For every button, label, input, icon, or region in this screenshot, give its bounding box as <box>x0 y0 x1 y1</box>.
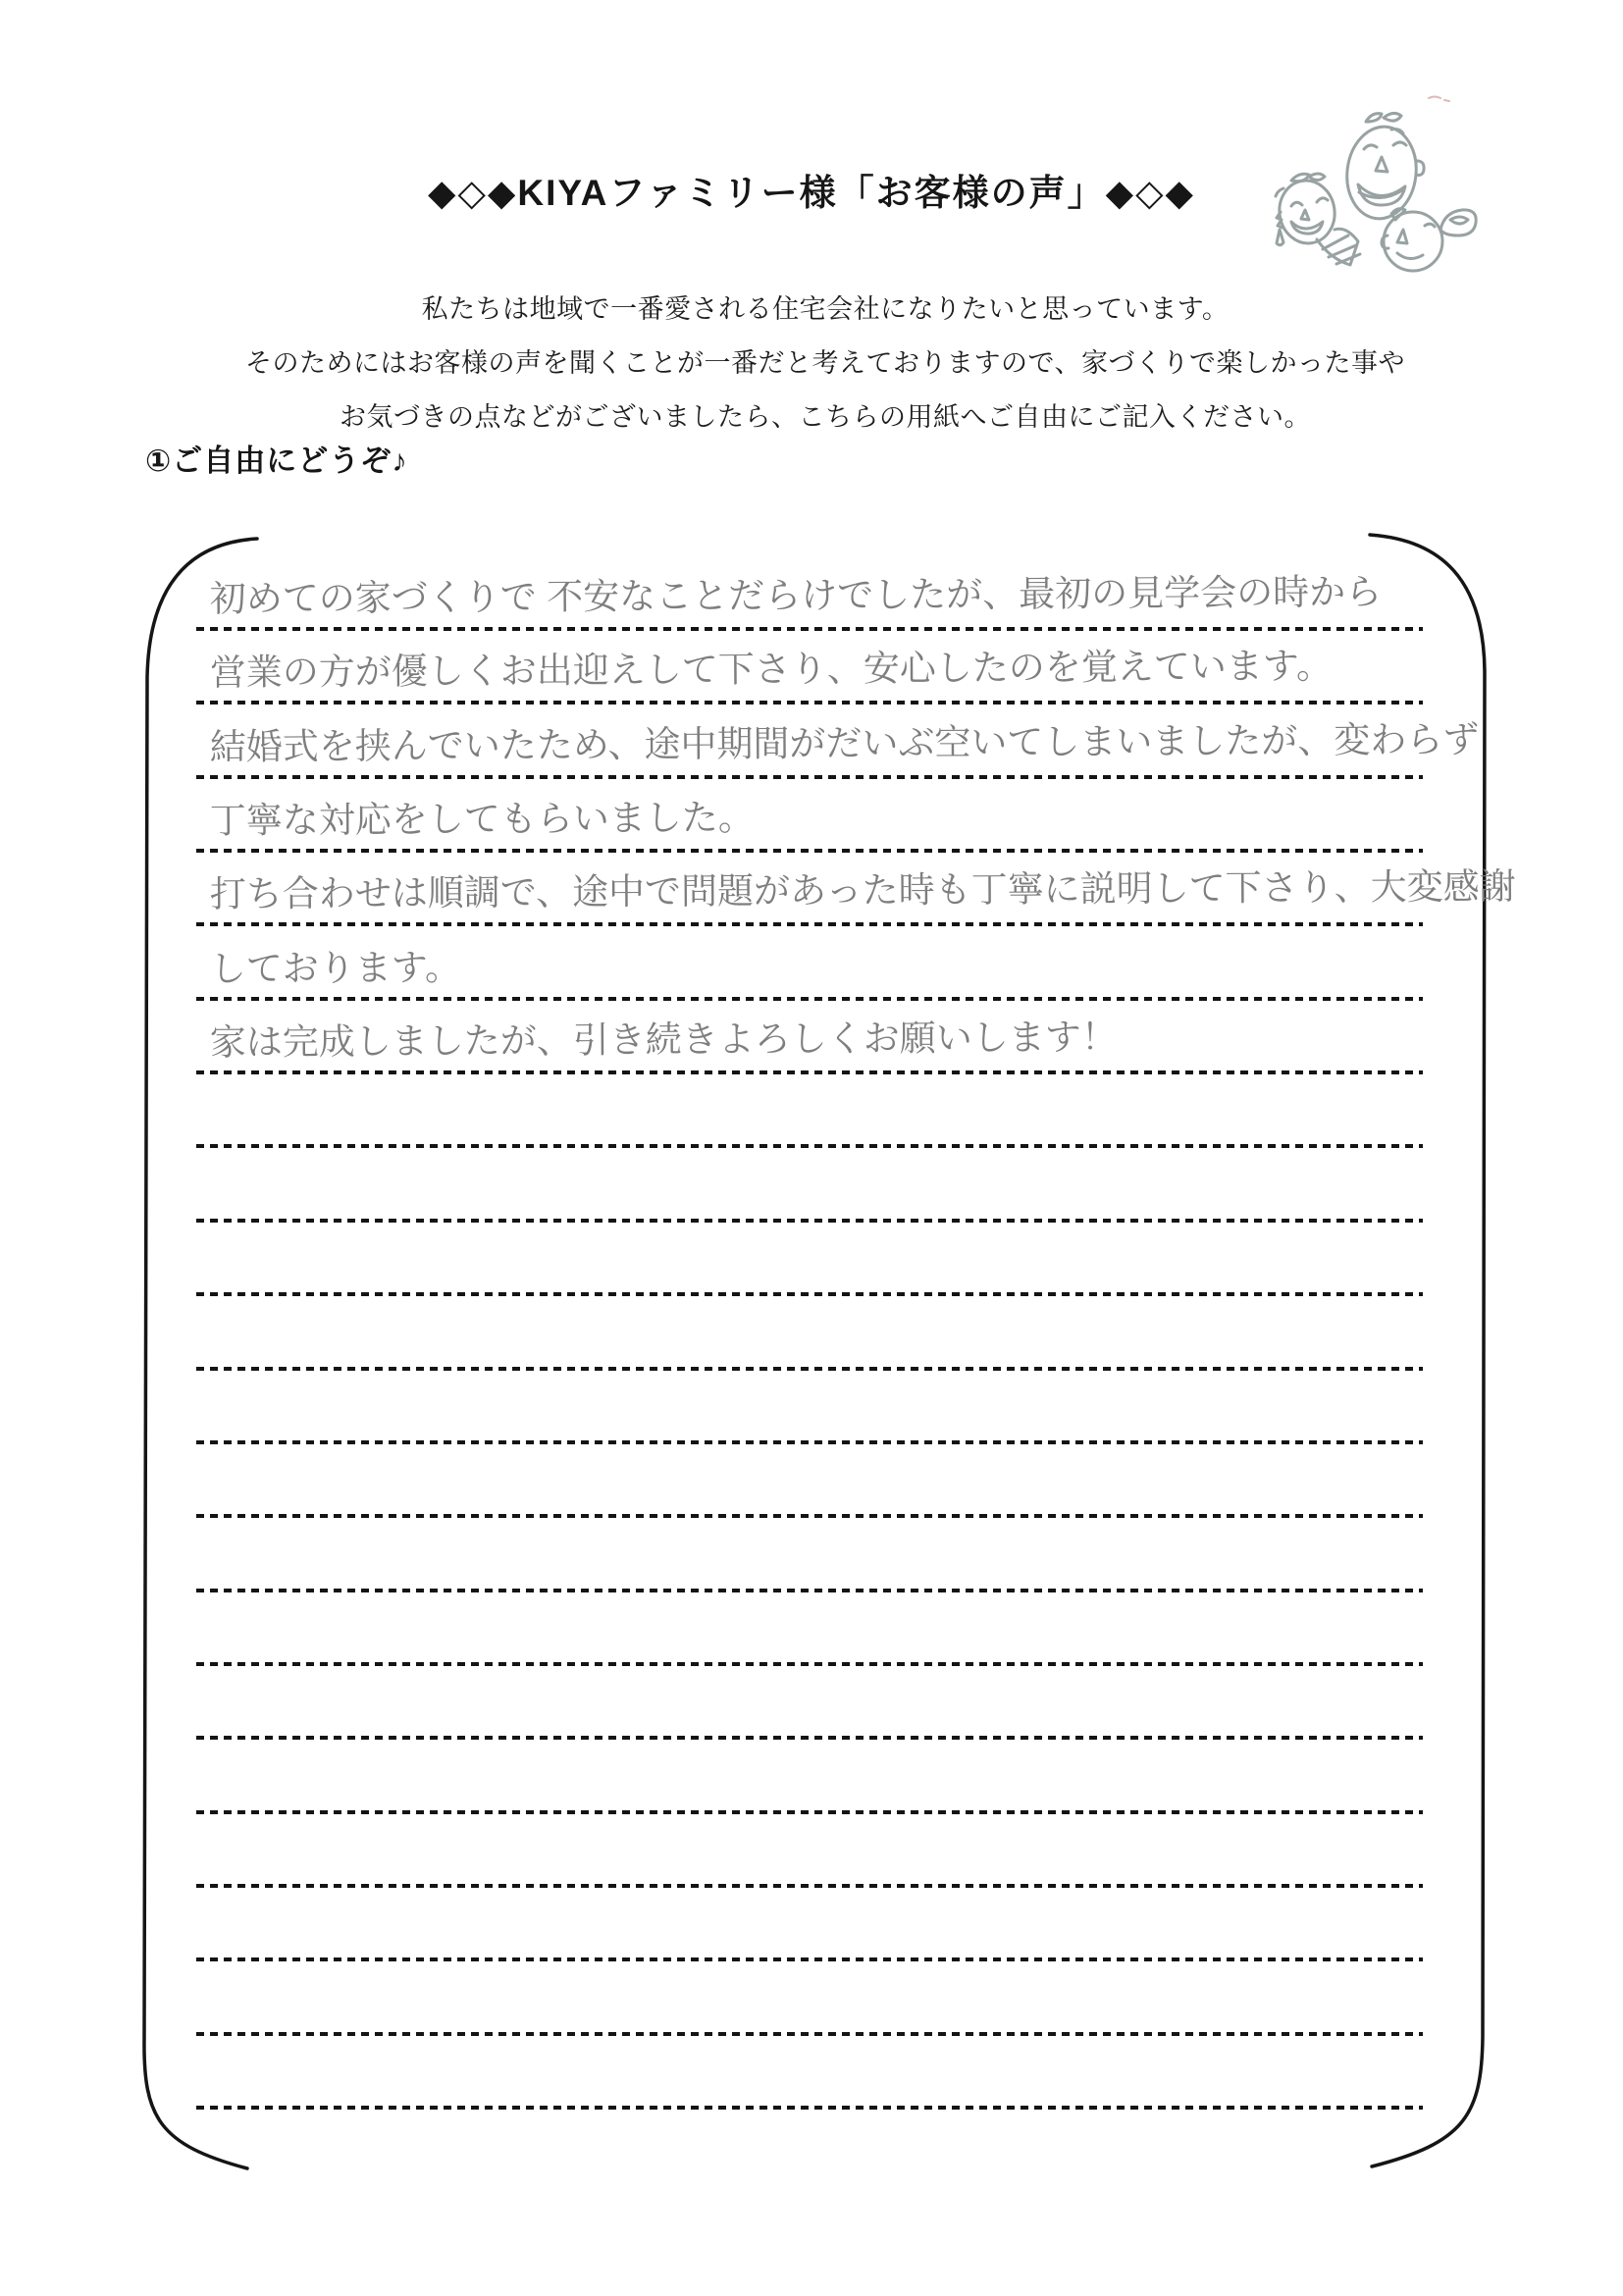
handwritten-line: 打ち合わせは順調で、途中で問題があった時も丁寧に説明して下さり、大変感謝 <box>209 866 1516 915</box>
ruled-line <box>196 2031 1423 2110</box>
handwritten-line: 結婚式を挟んでいたため、途中期間がだいぶ空いてしまいましたが、変わらず <box>209 718 1480 767</box>
free-text-area <box>142 537 1516 2170</box>
ruled-line <box>196 701 1480 779</box>
ruled-line <box>196 1292 1423 1371</box>
scan-speck <box>1429 97 1449 102</box>
ruled-line <box>196 1514 1423 1592</box>
family-doodle-illustration <box>1244 86 1499 292</box>
ruled-line <box>196 1588 1423 1666</box>
ruled-line <box>196 922 1423 1001</box>
handwritten-line: しております。 <box>209 947 462 989</box>
ruled-line <box>196 1809 1423 1888</box>
ruled-line <box>196 626 1423 704</box>
ruled-line <box>196 1883 1423 1961</box>
ruled-line <box>196 1144 1423 1223</box>
ruled-line <box>196 1957 1423 2036</box>
handwritten-line: 家は完成しましたが、引き続きよろしくお願いします！ <box>209 1017 1118 1064</box>
ruled-line <box>196 774 1423 853</box>
handwritten-line: 丁寧な対応をしてもらいました。 <box>209 797 755 842</box>
ruled-line <box>196 1070 1423 1148</box>
section-label: ①ご自由にどうぞ♪ <box>145 444 408 478</box>
intro-text <box>14 283 1623 444</box>
ruled-line <box>196 1661 1423 1740</box>
handwritten-line: 営業の方が優しくお出迎えして下さり、安心したのを覚えています。 <box>209 646 1334 694</box>
dotted-rule <box>196 2106 1423 2110</box>
ruled-line <box>196 848 1516 926</box>
ruled-line <box>196 996 1423 1074</box>
ruled-line <box>196 552 1423 631</box>
handwritten-line: 初めての家づくりで 不安なことだらけでしたが、最初の見学会の時から <box>209 571 1383 620</box>
form-title: ◆◇◆KIYAファミリー様「お客様の声」◆◇◆ <box>428 173 1195 213</box>
intro-line: そのためにはお客様の声を聞くことが一番だと考えておりますので、家づくりで楽しかった事や <box>245 348 1405 378</box>
intro-line: 私たちは地域で一番愛される住宅会社になりたいと思っています。 <box>421 294 1230 324</box>
ruled-line <box>196 1736 1423 1814</box>
ruled-line <box>196 1439 1423 1518</box>
ruled-line <box>196 1366 1423 1444</box>
intro-line: お気づきの点などがございましたら、こちらの用紙へご自由にご記入ください。 <box>340 402 1311 432</box>
ruled-line <box>196 1218 1423 1296</box>
